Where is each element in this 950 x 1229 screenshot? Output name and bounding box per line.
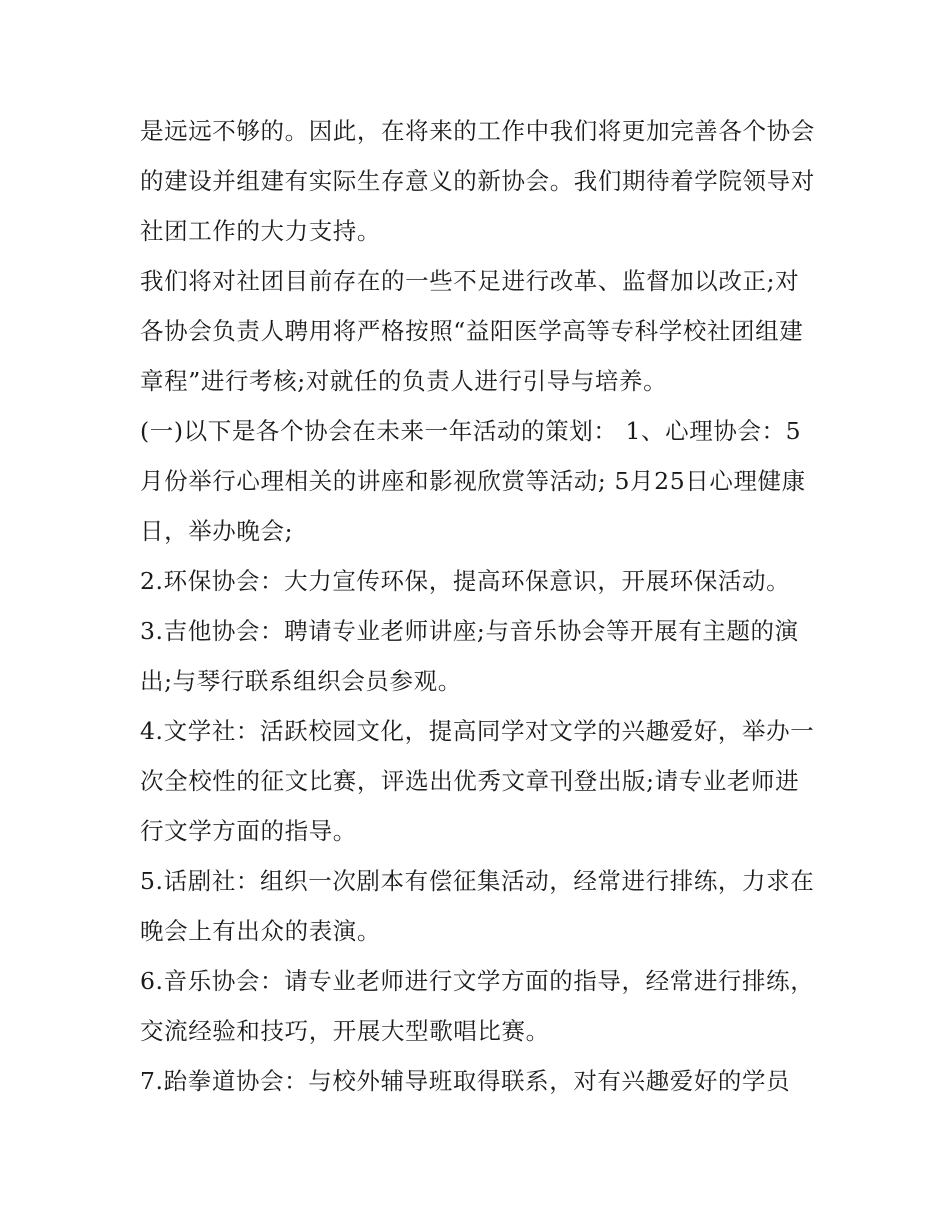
paragraph-taekwondo-association: 7.跆拳道协会：与校外辅导班取得联系，对有兴趣爱好的学员: [140, 1067, 791, 1095]
paragraph-music-association: 6.音乐协会：请专业老师进行文学方面的指导，经常进行排练，交流经验和技巧，开展大型歌唱比赛。: [140, 967, 815, 1045]
paragraph-reform: 我们将对社团目前存在的一些不足进行改革、监督加以改正;对各协会负责人聘用将严格按照“益阳医学高等专科学校社团组建章程”进行考核;对就任的负责人进行引导与培养。: [140, 267, 804, 395]
paragraph-environment-association: 2.环保协会：大力宣传环保，提高环保意识，开展环保活动。: [140, 567, 791, 595]
paragraph-literature-club: 4.文学社：活跃校园文化，提高同学对文学的兴趣爱好，举办一次全校性的征文比赛，评选出优秀文章刊登出版;请专业老师进行文学方面的指导。: [140, 717, 815, 845]
paragraph-psychology-association: (一)以下是各个协会在未来一年活动的策划： 1、心理协会：5月份举行心理相关的讲座和影视欣赏等活动; 5月25日心理健康日，举办晚会;: [140, 417, 806, 545]
paragraph-intro: 是远远不够的。因此，在将来的工作中我们将更加完善各个协会的建设并组建有实际生存意义的新协会。我们期待着学院领导对社团工作的大力支持。: [140, 117, 815, 245]
paragraph-guitar-association: 3.吉他协会：聘请专业老师讲座;与音乐协会等开展有主题的演出;与琴行联系组织会员参观。: [140, 617, 799, 695]
paragraph-drama-club: 5.话剧社：组织一次剧本有偿征集活动，经常进行排练，力求在晚会上有出众的表演。: [140, 867, 815, 945]
document-page: [140, 106, 815, 1106]
